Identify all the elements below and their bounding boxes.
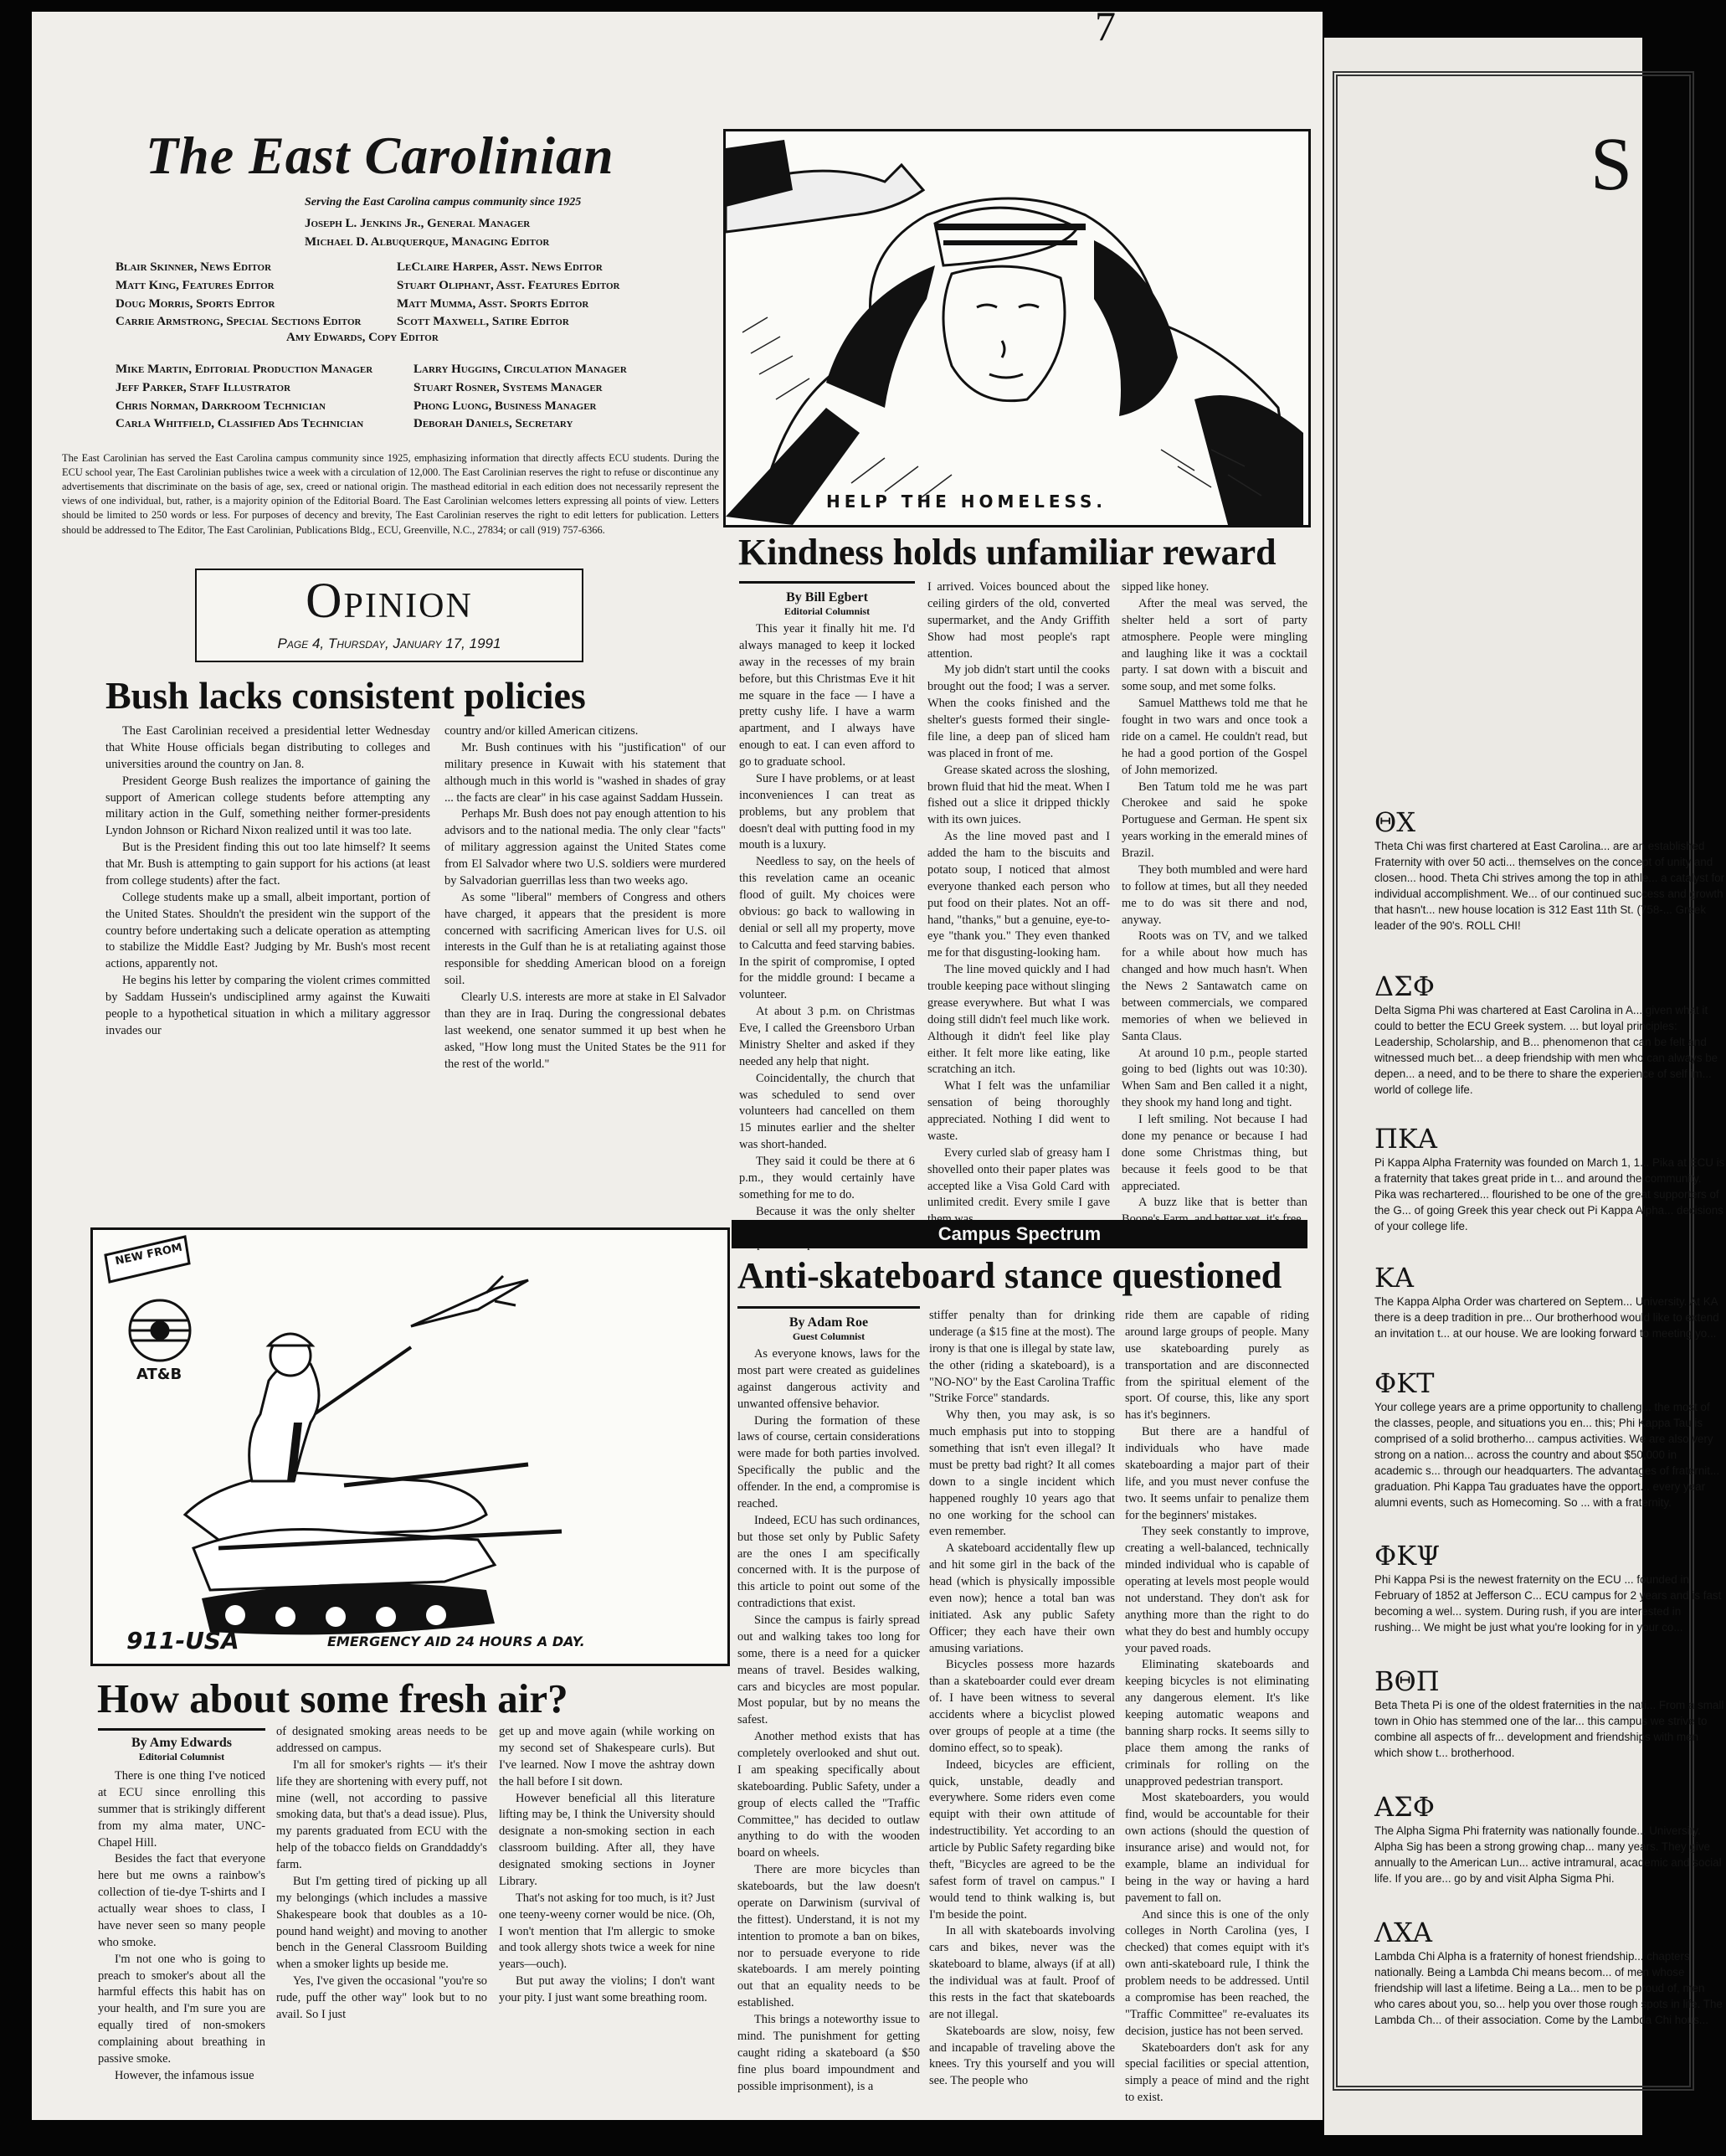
kindness-byline-title: Editorial Columnist (783, 605, 871, 617)
paragraph: get up and move again (while working on my second set of Shakespeare curls). But I've learned. Now I move the ashtray down the hall before I sit down. (499, 1725, 715, 1788)
greek-entry (1374, 1791, 1726, 1917)
greek-entry (1374, 1665, 1726, 1791)
kindness-col-1 (739, 621, 915, 1218)
paragraph: Indeed, ECU has such ordinances, but those set only by Public Safety are the ones I am specifically concerned with. It is the purpose of this article to point out some of the contradictions that exist. (737, 1513, 920, 1611)
paragraph: Skateboarders don't ask for any special facilities or special attention, simply a peace of mind and the right to exist. (1125, 2040, 1309, 2105)
paragraph: Most skateboarders, you would find, would be accountable for their own actions (should the question of insurance arise) and would not, for example, blame an individual for being in the way or having a hard pavement to fall on. (1125, 1791, 1309, 1905)
paragraph: At about 3 p.m. on Christmas Eve, I called the Greensboro Urban Ministry Shelter and asked if they needed any help that night. (739, 1005, 915, 1068)
greek-letters: ΚΑ (1374, 1262, 1415, 1294)
greek-entry (1374, 1367, 1726, 1540)
staff-line: Chris Norman, Darkroom Technician (116, 399, 326, 413)
greek-letters: ΠΚΑ (1374, 1123, 1437, 1155)
paragraph: stiffer penalty than for drinking underage (a $15 fine at the most). The irony is that one is illegal by state law, the other (riding a skateboard), is a "NO-NO" by the East Carolina Traffic "Strike Force" standards. (929, 1309, 1115, 1406)
greek-letters: ΛΧΑ (1374, 1917, 1432, 1948)
paragraph: At around 10 p.m., people started going to bed (lights out was 10:30). When Sam and Ben called it a night, they shook my hand long and tight. (1122, 1046, 1307, 1110)
paragraph: of designated smoking areas needs to be addressed on campus. (276, 1725, 487, 1755)
paragraph: country and/or killed American citizens. (444, 724, 639, 738)
staff-center: Amy Edwards, Copy Editor (286, 331, 439, 344)
spectrum-headline: Anti-skateboard stance questioned (737, 1255, 1282, 1296)
greek-text: Lambda Chi Alpha is a fraternity of honest friendship... chapters nationally. Being a Lambda Chi means becom... of men whose friendship will last a lifetime. Being a La... men to be proud of, men who cares about you, so... help you over those rough spots in life. The Lambda Ch... of their association. Come by the Lambda Chi hous... (1374, 1950, 1723, 2027)
section-dateline: Page 4, Thursday, January 17, 1991 (277, 635, 501, 651)
cartoon-caption-small: EMERGENCY AID 24 HOURS A DAY. (327, 1634, 585, 1649)
greek-letters: ΘΧ (1374, 806, 1416, 838)
paragraph: A buzz like that is better than (1138, 1196, 1307, 1210)
greek-text: Beta Theta Pi is one of the oldest fraternities in the nati... From a small town in Ohio has stemmed one of the lar... this campus we strive to combine all aspects of fr... development and friendships with men which show t... brotherhood. (1374, 1699, 1724, 1760)
paragraph: They seek constantly to improve, creating a well-balanced, technically minded individual who is capable of operating at levels most people would not understand. They don't ask for anything more than the right to do what they do best and humbly occupy your paved roads. (1125, 1525, 1309, 1655)
paragraph: I arrived. Voices bounced about the ceiling girders of the old, converted supermarket, and the Andy Griffith Show had most people's rapt attention. (927, 580, 1110, 661)
staff-line: Jeff Parker, Staff Illustrator (116, 380, 291, 394)
paragraph: As everyone knows, laws for the most part were created as guidelines against dangerous activity and unwanted offensive behavior. (737, 1347, 920, 1411)
kindness-col-3 (1122, 579, 1307, 1216)
paragraph: The line moved quickly and I had trouble keeping pace without slinging grease everywhere. But what I was doing still didn't feel much like work. Although it didn't feel like play either. It felt more like eating, like scratching an itch. (927, 963, 1110, 1077)
cartoon-caption-big: 911-USA (126, 1627, 239, 1654)
greek-text: The Alpha Sigma Phi fraternity was nationally founde... University. Alpha Sig has been a strong growing chap... many years. They give annually to the American Lun... active intramural, academic and social life. If you are... go by and visit Alpha Sigma Phi. (1374, 1824, 1722, 1886)
paragraph: Why then, you may ask, is so much emphasis put into to stopping something that isn't even illegal? It must be pretty bad right? It all comes down to a single incident which happened roughly 10 years ago that no one working for the school can even remember. (929, 1408, 1115, 1539)
paragraph: My job didn't start until the cooks brought out the food; I was a server. When the cooks finished and the shelter's guests formed their single-file line, a deep pan of sliced ham was placed in front of me. (927, 663, 1110, 760)
staff2-left (116, 361, 372, 434)
paragraph: Ben Tatum told me he was part Cherokee and said he spoke Portuguese and German. He spent six years working in the emerald mines of Brazil. (1122, 780, 1307, 860)
ad-headline-letter: S (1590, 123, 1633, 206)
section-box (195, 569, 583, 662)
staff-line: Stuart Rosner, Systems Manager (414, 380, 603, 394)
badge-top-text: NEW FROM (114, 1241, 184, 1268)
staff-line: Scott Maxwell, Satire Editor (397, 315, 569, 329)
paragraph: He begins his letter by comparing the violent crimes committed by Saddam Hussein's undisciplined army against the Kuwaiti people to a hypothetical situation in which a military aggressor invades our (105, 974, 430, 1037)
paragraph: Grease skated across the sloshing, brown fluid that hid the meat. When I fished out a slice it dripped thickly with its own juices. (927, 763, 1110, 827)
staff-line: Carla Whitfield, Classified Ads Technician (116, 417, 364, 431)
paragraph: Since the campus is fairly spread out and walking takes too long for some, there is a need for a quicker means of travel. Besides walking, cars and bicycles are most popular. Most popular, but by no means the safest. (737, 1613, 920, 1727)
greek-letters: ΔΣΦ (1374, 970, 1435, 1002)
spectrum-col-1 (737, 1346, 920, 2100)
fresh-air-byline: By Amy Edwards (131, 1736, 233, 1750)
paragraph: That's not asking for too much, is it? Just one teeny-weeny corner would be nice. (Oh, I won't mention that I'm allergic to smoke and took allergy shots twice a week for nine years—ouch). (499, 1891, 715, 1972)
fresh-air-col-2 (276, 1724, 487, 2097)
paragraph: Clearly U.S. interests are more at stake in El Salvador than they are in Iraq. During the congressional debates last weekend, one senator summed it up best when he asked, "How long must the United States be the 911 for the rest of the world." (444, 991, 726, 1071)
staff-line: Larry Huggins, Circulation Manager (414, 363, 627, 376)
spectrum-byline-box (737, 1306, 920, 1343)
paragraph: I'm all for smoker's rights — it's their life they are shortening with every puff, not mine (well, not according to passive smoking data, but that's a dead issue). Plus, my parents graduated from ECU with the help of the tobacco fields on Granddaddy's farm. (276, 1757, 487, 1871)
staff-left (116, 259, 361, 332)
paragraph: They both mumbled and were hard to follow at times, but all they needed me to do was sit there and nod, anyway. (1122, 862, 1307, 927)
paragraph: Sure I have problems, or at least inconveniences I can treat as problems, but any problem that doesn't deal with putting food in my mouth is a luxury. (739, 771, 915, 852)
paragraph: Besides the fact that everyone here but me owns a rainbow's collection of tie-dye T-shirts and I actually wear shoes to class, I have never seen so many people who smoke. (98, 1852, 265, 1949)
paragraph: Eliminating skateboards and keeping bicycles is not eliminating any dangerous element. It's like keeping automatic weapons and banning sharp rocks. It seems silly to place them among the ranks of criminals for rolling on the unapproved pedestrian transport. (1125, 1658, 1309, 1788)
masthead-slogan: Serving the East Carolina campus community since 1925 (305, 196, 582, 208)
paragraph: I'm not one who is going to preach to smoker's about all the harmful effects this habit has on your health, and I'm sure you are equally tired of non-smokers complaining about breathing in passive smoke. (98, 1952, 265, 2066)
spectrum-byline: By Adam Roe (789, 1315, 869, 1330)
paragraph: Needless to say, on the heels of this revelation came an oceanic flood of guilt. My choices were obvious: go back to wallowing in denial or sell all my property, move to Calcutta and feed starving babies. In the spirit of compromise, I opted for the middle ground: I became a volunteer. (739, 855, 915, 1002)
spectrum-col-2 (929, 1308, 1115, 2100)
greek-text: Delta Sigma Phi was chartered at East Carolina in A... given what it could to better the ECU Greek system. ... but loyal principles: Leadership, Scholarship, and B... phenomenon that can be felt and witnessed much bet... a deep friendship with men who can always be depen... a need, and to be there to share the experience of self im... world of college life. (1374, 1004, 1718, 1097)
spectrum-col-3 (1125, 1308, 1309, 2105)
staff-line: Mike Martin, Editorial Production Manager (116, 363, 373, 376)
greek-text: Pi Kappa Alpha Fraternity was founded on March 1, 1... Pika at ECU is a fraternity that takes great pride in t... and around the community. Pika was rechartered... flourished to be one of the great supporters of the G... of going Greek this year check out Pi Kappa Alpha... decisions of your college life. (1374, 1156, 1725, 1233)
staff-line: Joseph L. Jenkins Jr., General Manager (305, 217, 531, 230)
paragraph: President George Bush realizes the importance of gaining the support of American college students before attempting any military action in the Gulf, something neither former-presidents Lyndon Johnson or Richard Nixon realized until it was too late. (105, 774, 430, 838)
greek-letters: ΑΣΦ (1374, 1791, 1435, 1823)
paragraph: What I felt was the unfamiliar sensation of being thoroughly appreciated. Nothing I did went to waste. (927, 1079, 1110, 1143)
masthead-policy: The East Carolinian has served the East Carolina campus community since 1925, emphasizing information that directly affects ECU students. During the ECU school year, The East Carolinian publishes twice a week with a circulation of 12,000. The East Carolinian reserves the right to refuse or discontinue any advertisements that discriminate on the basis of age, sex, creed or national origin. The masthead editorial in each edition does not necessarily represent the views of one individual, but, rather, is a majority opinion of the Editorial Board. The East Carolinian welcomes letters expressing all points of view. Letters should be limited to 250 words or less. For purposes of decency and brevity, The East Carolinian reserves the right to edit letters for publication. Letters should be addressed to The Editor, The East Carolinian, Publications Bldg., ECU, Greenville, N.C., 27834; or call (919) 757-6366. (62, 452, 719, 536)
page-number-mark: 7 (1095, 3, 1116, 49)
kindness-byline-box (739, 581, 915, 618)
homeless-cartoon-drawing (726, 131, 1308, 525)
paragraph: I left smiling. Not because I had done my penance or because I had done some Christmas thing, but because it feels good to be that appreciated. (1122, 1113, 1307, 1193)
paragraph: However beneficial all this literature lifting may be, I think the University should designate a non-smoking section in each classroom building. After all, they have designated smoking sections in Joyner Library. (499, 1791, 715, 1888)
masthead-title: The East Carolinian (146, 126, 614, 185)
paragraph: And since this is one of the only colleges in North Carolina (yes, I checked) that comes equipt with it's own anti-skateboard rule, I think the problem needs to be addressed. Until a compromise has been reached, the "Traffic Committee" re-evaluates its decision, justice has not been served. (1125, 1907, 1309, 2038)
paragraph: College students make up a small, albeit important, portion of the United States. Shouldn't the president win the support of the country before undertaking such a delicate operation as attempting to stabilize the Middle East? Judging by Mr. Bush's most recent actions, apparently not. (105, 890, 430, 971)
staff-line: Deborah Daniels, Secretary (414, 417, 573, 431)
paragraph: Roots was on TV, and we talked for a while about how much has changed and how much hasn't. When the News 2 Santawatch came on between commercials, we compared memories of when we believed in Santa Claus. (1122, 929, 1307, 1043)
staff2-right (414, 361, 627, 434)
paragraph: But put away the violins; I don't want your pity. I just want some breathing room. (499, 1974, 715, 2004)
fresh-air-byline-box (98, 1728, 265, 1763)
staff-line: Matt Mumma, Asst. Sports Editor (397, 296, 589, 311)
editorial-col-1 (105, 723, 430, 1219)
paragraph: This brings a noteworthy issue to mind. The punishment for getting caught riding a skateboard (a $50 fine plus board impoundment and possible imprisonment), is a (737, 2013, 920, 2093)
staff-line: Blair Skinner, News Editor (116, 260, 272, 274)
usa-911-drawing (93, 1230, 727, 1664)
paragraph: Samuel Matthews told me that he fought in two wars and once took a ride on a camel. He couldn't read, but he had a good portion of the Gospel of John memorized. (1122, 697, 1307, 777)
greek-entry (1374, 1123, 1726, 1262)
greek-entry (1374, 1262, 1726, 1367)
editorial-col-2 (444, 723, 726, 1219)
staff-line: Michael D. Albuquerque, Managing Editor (305, 234, 550, 249)
kindness-headline: Kindness holds unfamiliar reward (738, 532, 1277, 573)
paragraph: There are more bicycles than skateboards, but the law doesn't operate on Darwinism (survival of the fittest). Understand, it is not my intention to promote a ban on bikes, nor to persuade everyone to ride skateboards. I am merely pointing out that an equality needs to be established. (737, 1863, 920, 2010)
spectrum-byline-title: Guest Columnist (792, 1330, 866, 1342)
staff-line: Phong Luong, Business Manager (414, 399, 597, 413)
paragraph: But is the President finding this out too late himself? It seems that Mr. Bush is attempting to gain support for his actions (at least from college students) after the fact. (105, 841, 430, 888)
paragraph: There is one thing I've noticed at ECU since enrolling this summer that is strikingly different from my alma mater, UNC-Chapel Hill. (98, 1769, 265, 1850)
greek-entries (1374, 806, 1726, 2051)
paragraph: However, the infamous issue (115, 2068, 254, 2082)
paragraph: Perhaps Mr. Bush does not pay enough attention to his advisors and to the national media. The only clear "facts" of military aggression against the United States come from El Salvador where two U.S. soldiers were murdered by Salvadorian guerrillas less than two weeks ago. (444, 807, 726, 888)
fresh-air-col-3 (499, 1724, 715, 2097)
kindness-byline: By Bill Egbert (786, 590, 868, 605)
paragraph: A skateboard accidentally flew up and hit some girl in the back of the head (which is physically impossible even now); hence a total ban was initiated. Ask any public Safety Officer; they each have their own amusing variations. (929, 1541, 1115, 1655)
paragraph: Skateboards are slow, noisy, few and incapable of traveling above the knees. Try this yourself and you will see. The people who (929, 2024, 1115, 2088)
fresh-air-byline-title: Editorial Columnist (138, 1751, 225, 1762)
greek-letters: ΒΘΠ (1374, 1665, 1440, 1697)
paragraph: During the formation of these laws of course, certain considerations were made for both parties involved. Specifically the public and the offender. In the end, a compromise is reached. (737, 1413, 920, 1510)
staff-line: Doug Morris, Sports Editor (116, 296, 275, 311)
kindness-col-2 (927, 579, 1110, 1216)
paragraph: The East Carolinian received a presidential letter Wednesday that White House officials began distributing to colleges and universities around the country on Jan. 8. (105, 724, 430, 771)
campus-spectrum-banner (732, 1220, 1307, 1248)
section-title: Opinion (306, 573, 473, 628)
greek-entry (1374, 1540, 1726, 1665)
paragraph: As some "liberal" members of Congress and others have charged, it appears that the president is more concerned with sacrificing American lives for U.S. oil interests in the Gulf than he is at retaliating against those responsible for shedding American blood on a foreign soil. (444, 890, 726, 988)
badge-logo-text: AT&B (136, 1366, 182, 1383)
paragraph: This year it finally hit me. I'd always managed to keep it locked away in the recesses of my brain before, but this Christmas Eve it hit me square in the face — I have a pretty cushy life. I have a warm apartment, and I always have enough to eat. I can even afford to go to graduate school. (739, 622, 915, 769)
greek-text: Phi Kappa Psi is the newest fraternity on the ECU ... founded in February of 1852 at Jefferson C... ECU campus for 2 years and is fast becoming a wel... system. During rush, if you are interested in rushing... We might be just what you're looking for in your co... (1374, 1573, 1722, 1634)
paragraph: After the meal was served, the shelter held a sort of party atmosphere. People were mingling and laughing like it was a cocktail party. I sat down with a biscuit and some soup, and met some folks. (1122, 596, 1307, 694)
masthead (62, 108, 723, 602)
greek-entry (1374, 970, 1726, 1123)
paragraph: In all with skateboards involving cars and bikes, never was the skateboard to blame, always (if at all) the individual was at fault. Proof of this rests in the fact that skateboards are not illegal. (929, 1924, 1115, 2021)
paragraph: But there are a handful of individuals who have made skateboarding a major part of their life, and you must never confuse the two. It seems unfair to penalize them for the beginners' mistakes. (1125, 1425, 1309, 1522)
editorial-headline: Bush lacks consistent policies (105, 674, 586, 717)
paragraph: As the line moved past and I added the ham to the biscuits and potato soup, I noticed that almost everyone thanked each person who put food on their plates. Not an off-hand, "thanks," but a genuine, eye-to-eye "thank you." They even thanked me for that disgusting-looking ham. (927, 830, 1110, 960)
usa-911-cartoon (90, 1227, 730, 1666)
paragraph: They said it could be there at 6 p.m., they would certainly have something for me to do. (739, 1155, 915, 1201)
staff-line: LeClaire Harper, Asst. News Editor (397, 260, 603, 274)
adjacent-page (1324, 38, 1725, 2135)
paragraph: sipped like honey. (1122, 580, 1210, 594)
paragraph: Coincidentally, the church that was scheduled to send over volunteers had cancelled on them 15 minutes earlier and the shelter was short-handed. (739, 1071, 915, 1152)
greek-text: The Kappa Alpha Order was chartered on Septem... University. At KA there is a deep tradition in pre... Our brotherhood would like to extend an invitation t... at our house. We are looking forward to meeting yo... (1374, 1295, 1719, 1340)
fresh-air-col-1 (98, 1768, 265, 2097)
paragraph: ride them are capable of riding around large groups of people. Many use skateboarding purely as transportation and are disconnected from the spiritual element of the sport. Of course, this, like any sport has it's beginners. (1125, 1309, 1309, 1423)
paragraph: But I'm getting tired of picking up all my belongings (which includes a massive Shakespeare book that doubles as a 10-pound hand weight) and moving to another bench in the General Classroom Building when a smoker lights up beside me. (276, 1874, 487, 1972)
greek-text: Your college years are a prime opportunity to challeng... the most of the classes, people, and situations you en... this; Phi Kappa Tau is comprised of a solid brotherho... campus activities. We are also very strong on a nation... across the country and about $50,000 in academic s... through our headquarters. The advantages of fraternit... graduation. Phi Kappa Tau graduates have the opport... every year alumni events, such as Homecoming. So ... with a fraternity. (1374, 1401, 1720, 1510)
newspaper-page (32, 3, 1323, 2120)
campus-spectrum-label: Campus Spectrum (937, 1223, 1102, 1244)
staff-right (397, 259, 620, 332)
paragraph: Mr. Bush continues with his "justification" of our military presence in Kuwait with his statement that although much in this world is "washed in shades of gray ... the facts are clear" in his case against Saddam Hussein. (444, 740, 726, 805)
staff-line: Carrie Armstrong, Special Sections Editor (116, 315, 362, 329)
paragraph: Another method exists that has completely overlooked and shut out. I am speaking specifically about skateboarding. Public Safety, under a group of elects called the "Traffic Committee," has decided to outlaw anything to do with the wooden board on wheels. (737, 1730, 920, 1860)
staff-line: Matt King, Features Editor (116, 278, 275, 292)
paragraph: Bicycles possess more hazards than a skateboarder could ever dream of. I have been witness to several accidents where a bicyclist plowed over groups of people at a time (the domino effect, so to speak). (929, 1658, 1115, 1755)
staff-line: Stuart Oliphant, Asst. Features Editor (397, 278, 620, 292)
top-staff (305, 215, 549, 252)
paragraph: Yes, I've given the occasional "you're so rude, puff the other way" look but to no avail. So I just (276, 1974, 487, 2021)
homeless-cartoon (723, 129, 1311, 527)
greek-entry (1374, 806, 1726, 970)
greek-text: Theta Chi was first chartered at East Carolina... are an established Fraternity with over 50 acti... themselves on the concept of unity and closen... hood. Theta Chi strives among the top in athle... a catalyst for individual accomplishment. We... of our continued success and growth that hasn't... new house location is 312 East 11th St. (758-... Greek leader of the 90's. ROLL CHI! (1374, 840, 1725, 933)
paragraph: Every curled slab of greasy ham I shovelled onto their paper plates was accepted like a Visa Gold Card with unlimited credit. Every smile I gave (927, 1145, 1110, 1210)
fresh-air-headline: How about some fresh air? (97, 1675, 568, 1721)
greek-letters: ΦΚΨ (1374, 1540, 1441, 1572)
greek-letters: ΦΚΤ (1374, 1367, 1435, 1399)
paragraph: Indeed, bicycles are efficient, quick, unstable, deadly and everywhere. Some riders even come equipt with their own attitude of indestructibility. Yet according to an article by Public Safety regarding bike theft, "Bicycles are agreed to be the safest form of travel on campus." I would tend to think walking is, but I'm beside the point. (929, 1757, 1115, 1922)
greek-entry (1374, 1917, 1726, 2051)
homeless-caption: HELP THE HOMELESS. (826, 491, 1107, 512)
paragraph: Because it was the only shelter (756, 1204, 915, 1218)
